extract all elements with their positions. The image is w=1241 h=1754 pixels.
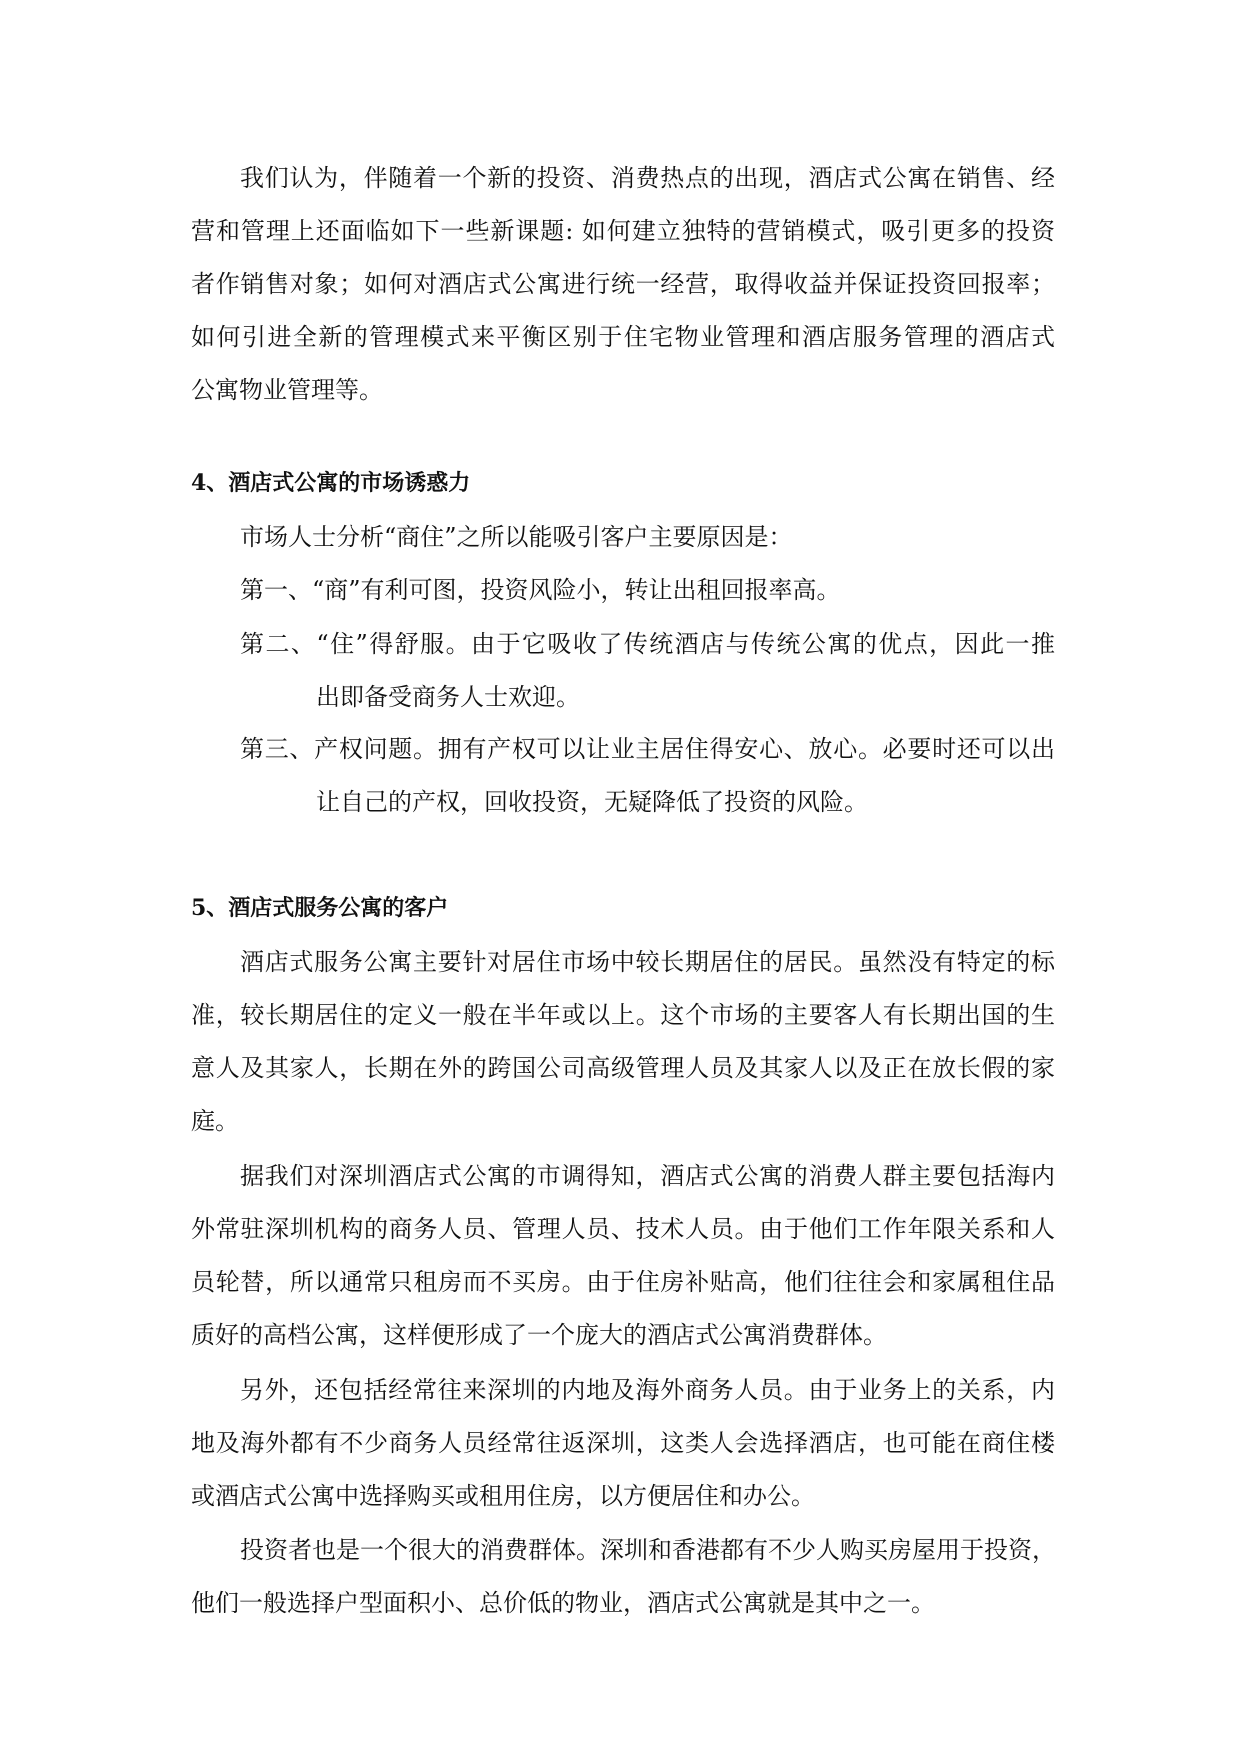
text-line: 市场人士分析“商住”之所以能吸引客户主要原因是： (240, 523, 793, 551)
heading-text: 5、酒店式服务公寓的客户 (191, 895, 449, 921)
text-line: 或酒店式公寓中选择购买或租用住房，以方便居住和办公。 (191, 1482, 815, 1510)
text-line: 投资者也是一个很大的消费群体。深圳和香港都有不少人购买房屋用于投资， (240, 1536, 1056, 1564)
text-line: 第二、“住”得舒服。由于它吸收了传统酒店与传统公寓的优点，因此一推 (240, 630, 1055, 658)
text-line: 准，较长期居住的定义一般在半年或以上。这个市场的主要客人有长期出国的生 (191, 1001, 1055, 1029)
text-line: 另外，还包括经常往来深圳的内地及海外商务人员。由于业务上的关系，内 (240, 1376, 1055, 1404)
text-line: 酒店式服务公寓主要针对居住市场中较长期居住的居民。虽然没有特定的标 (240, 948, 1055, 976)
heading-text: 4、酒店式公寓的市场诱惑力 (191, 470, 471, 496)
text-line: 如何引进全新的管理模式来平衡区别于住宅物业管理和酒店服务管理的酒店式 (191, 323, 1055, 351)
text-line: 者作销售对象；如何对酒店式公寓进行统一经营，取得收益并保证投资回报率； (191, 270, 1055, 298)
text-line: 让自己的产权，回收投资，无疑降低了投资的风险。 (316, 788, 868, 816)
text-line: 员轮替，所以通常只租房而不买房。由于住房补贴高，他们往往会和家属租住品 (191, 1268, 1055, 1296)
text-line: 庭。 (191, 1107, 239, 1135)
text-line: 他们一般选择户型面积小、总价低的物业，酒店式公寓就是其中之一。 (191, 1589, 935, 1617)
text-line: 据我们对深圳酒店式公寓的市调得知，酒店式公寓的消费人群主要包括海内 (240, 1162, 1055, 1190)
text-line: 质好的高档公寓，这样便形成了一个庞大的酒店式公寓消费群体。 (191, 1321, 887, 1349)
text-line: 地及海外都有不少商务人员经常往返深圳，这类人会选择酒店，也可能在商住楼 (191, 1429, 1055, 1457)
text-line: 意人及其家人，长期在外的跨国公司高级管理人员及其家人以及正在放长假的家 (191, 1054, 1055, 1082)
text-line: 公寓物业管理等。 (191, 376, 383, 404)
text-line: 第一、“商”有利可图，投资风险小，转让出租回报率高。 (240, 576, 841, 604)
text-line: 我们认为，伴随着一个新的投资、消费热点的出现，酒店式公寓在销售、经 (240, 164, 1055, 192)
text-line: 外常驻深圳机构的商务人员、管理人员、技术人员。由于他们工作年限关系和人 (191, 1215, 1055, 1243)
text-line: 第三、产权问题。拥有产权可以让业主居住得安心、放心。必要时还可以出 (240, 735, 1055, 763)
text-line: 营和管理上还面临如下一些新课题: 如何建立独特的营销模式，吸引更多的投资 (191, 217, 1055, 245)
text-line: 出即备受商务人士欢迎。 (316, 683, 580, 711)
